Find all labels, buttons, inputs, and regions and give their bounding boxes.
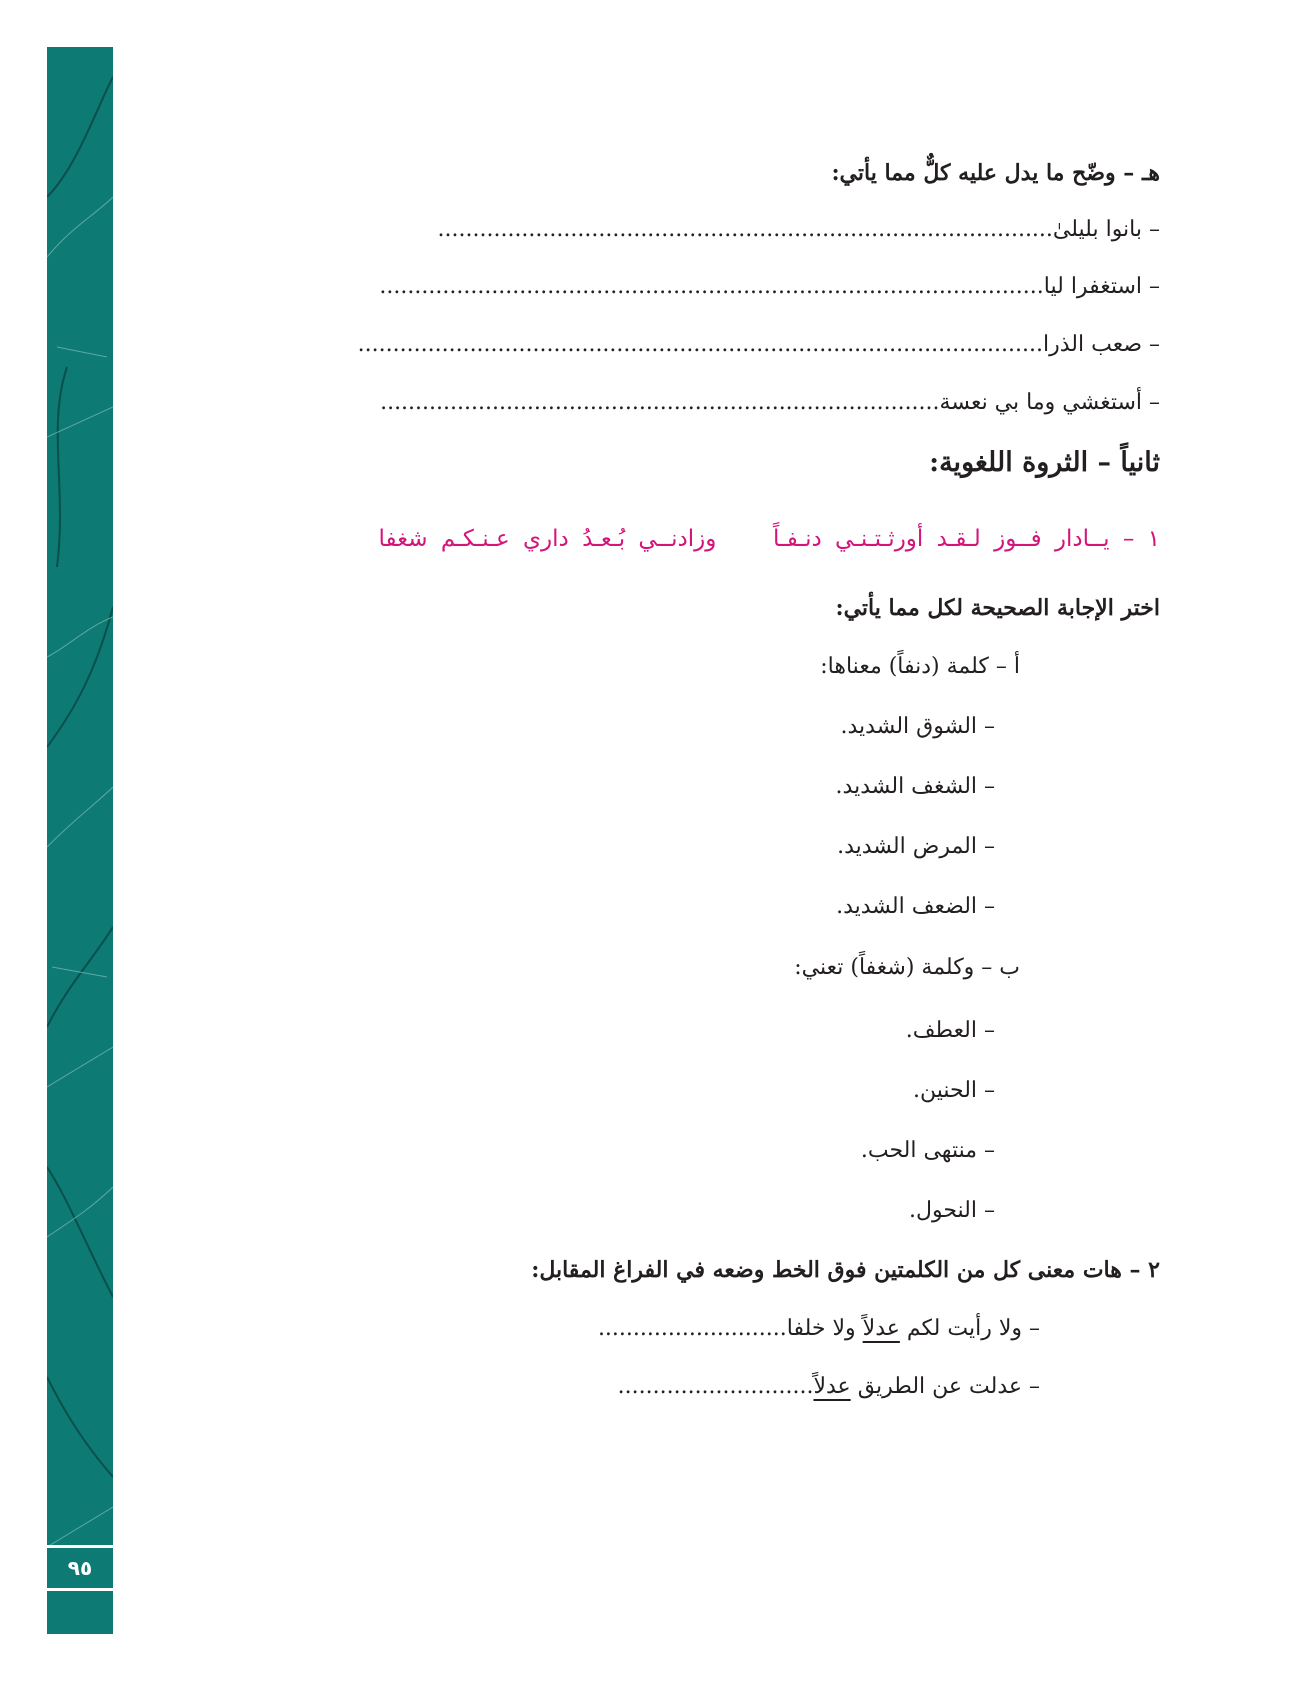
- answer-option[interactable]: – النحول.: [909, 1198, 995, 1223]
- verse-first-hemistich: يــادار فــوز لـقـد أورثـتـنـي دنـفـاً: [772, 526, 1110, 552]
- decorative-side-strip: [47, 47, 113, 1634]
- answer-option[interactable]: – الضعف الشديد.: [836, 894, 995, 919]
- underlined-word: عدلاً: [862, 1316, 900, 1341]
- section-heading: ثانياً – الثروة اللغوية:: [929, 447, 1160, 478]
- verse-second-hemistich: وزادنــي بُـعـدُ داري عـنـكـم شغفا: [378, 526, 717, 552]
- explain-item-text: – استغفرا ليا: [1043, 274, 1160, 299]
- question-2-title: ٢ – هات معنى كل من الكلمتين فوق الخط وضعه في الفراغ المقابل:: [531, 1257, 1160, 1283]
- answer-option[interactable]: – منتهى الحب.: [860, 1138, 995, 1163]
- page-content: [150, 0, 1160, 1693]
- answer-blank[interactable]: ...............................................................................................: [379, 274, 1044, 299]
- answer-blank[interactable]: ................................................................................: [380, 390, 940, 415]
- explain-item: [438, 215, 1160, 245]
- page-number: ٩٥: [47, 1545, 113, 1591]
- explain-item-text: – أستغشي وما بي نعسة: [939, 390, 1160, 415]
- explain-item: [379, 272, 1160, 302]
- fill-line-text: – ولا رأيت لكم: [906, 1316, 1040, 1341]
- verse-number: ١ –: [1122, 526, 1160, 552]
- explain-item-text: – صعب الذرا: [1043, 332, 1160, 357]
- answer-option[interactable]: – الشغف الشديد.: [835, 774, 995, 799]
- explain-item: [358, 330, 1160, 360]
- fill-line-1: [598, 1314, 1040, 1344]
- fill-line-2: [618, 1372, 1040, 1402]
- answer-blank[interactable]: ..................................................................................................: [357, 332, 1044, 357]
- answer-blank[interactable]: ...........................: [597, 1316, 787, 1341]
- poem-verse: [379, 524, 1161, 554]
- explain-item: [380, 388, 1160, 418]
- answer-blank[interactable]: ............................: [617, 1374, 814, 1399]
- answer-blank[interactable]: ........................................................................................: [437, 217, 1053, 242]
- fill-line-text: – عدلت عن الطريق: [857, 1374, 1040, 1399]
- explain-item-text: – بانوا بليلىٰ: [1052, 217, 1160, 242]
- question-a-title: أ – كلمة (دنفاً) معناها:: [820, 654, 1020, 679]
- answer-option[interactable]: – العطف.: [905, 1018, 995, 1043]
- answer-option[interactable]: – الحنين.: [912, 1078, 995, 1103]
- strip-pattern: [47, 47, 113, 1634]
- answer-option[interactable]: – المرض الشديد.: [837, 834, 995, 859]
- question-b-title: ب – وكلمة (شغفاً) تعني:: [794, 955, 1020, 980]
- answer-option[interactable]: – الشوق الشديد.: [840, 714, 995, 739]
- underlined-word: عدلاً: [813, 1374, 851, 1399]
- fill-line-text: ولا خلفا: [786, 1316, 856, 1341]
- section-he-title: هـ – وضّح ما يدل عليه كلٌّ مما يأتي:: [831, 160, 1160, 186]
- instruction: اختر الإجابة الصحيحة لكل مما يأتي:: [835, 595, 1160, 621]
